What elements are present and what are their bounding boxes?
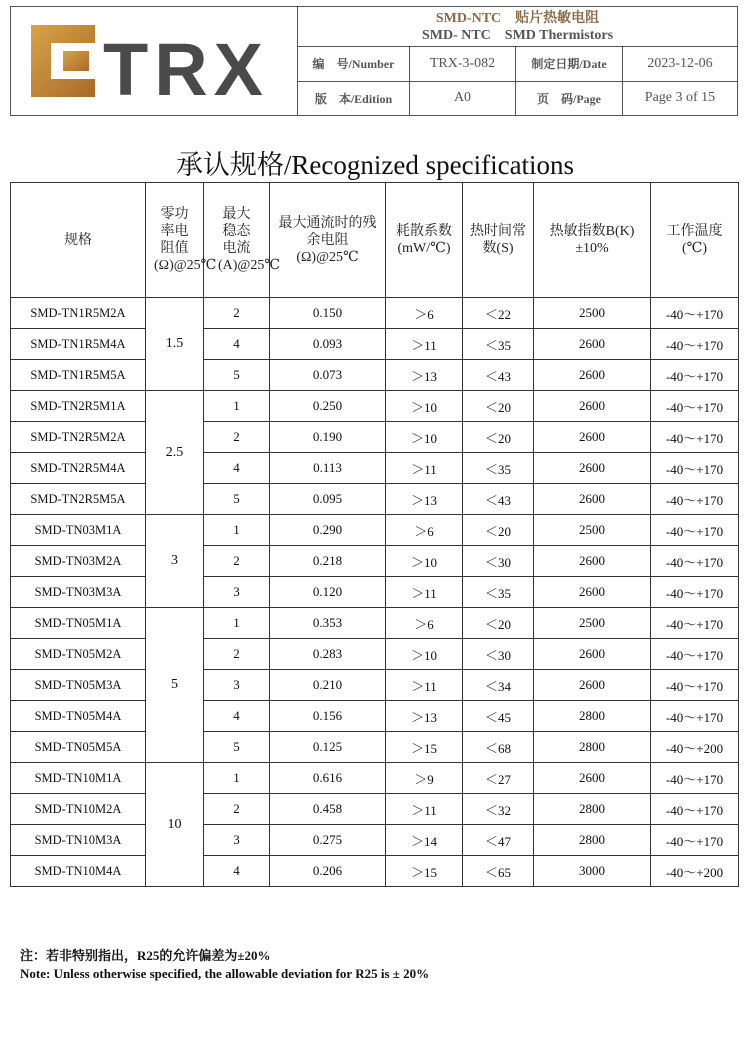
cell-residual: 0.120 [270, 577, 386, 608]
cell-b: 2500 [534, 515, 651, 546]
cell-time: ＜34 [463, 670, 534, 701]
doc-title-en: SMD- NTC SMD Thermistors [421, 28, 614, 43]
cell-b: 2800 [534, 825, 651, 856]
cell-spec-code: SMD-TN1R5M2A [11, 298, 146, 329]
cell-dissipation: ＞13 [386, 701, 463, 732]
cell-dissipation: ＞13 [386, 360, 463, 391]
cell-residual: 0.190 [270, 422, 386, 453]
cell-temp: -40～+170 [651, 484, 739, 515]
table-row [11, 546, 739, 577]
table-row [11, 732, 739, 763]
cell-b: 2600 [534, 422, 651, 453]
cell-spec-code: SMD-TN05M4A [11, 701, 146, 732]
cell-dissipation: ＞6 [386, 608, 463, 639]
table-row [11, 639, 739, 670]
cell-temp: -40～+170 [651, 360, 739, 391]
cell-current: 2 [204, 546, 270, 577]
table-row [11, 701, 739, 732]
table-row [11, 298, 739, 329]
cell-b: 2500 [534, 298, 651, 329]
table-row [11, 763, 739, 794]
cell-spec-code: SMD-TN2R5M4A [11, 453, 146, 484]
cell-zero-power-resistance: 2.5 [146, 391, 204, 515]
cell-temp: -40～+170 [651, 298, 739, 329]
logo [11, 7, 298, 115]
table-row [11, 329, 739, 360]
logo-text: TRX [103, 28, 269, 101]
table-row [11, 794, 739, 825]
cell-residual: 0.093 [270, 329, 386, 360]
note-cn: 注：若非特别指出，R25的允许偏差为±20% [20, 948, 271, 963]
cell-dissipation: ＞15 [386, 732, 463, 763]
cell-dissipation: ＞14 [386, 825, 463, 856]
cell-residual: 0.125 [270, 732, 386, 763]
cell-dissipation: ＞10 [386, 422, 463, 453]
cell-dissipation: ＞11 [386, 577, 463, 608]
cell-residual: 0.156 [270, 701, 386, 732]
col-header-dissipation: 耗散系数(mW/℃) [386, 183, 463, 298]
cell-current: 4 [204, 453, 270, 484]
cell-current: 1 [204, 391, 270, 422]
cell-residual: 0.210 [270, 670, 386, 701]
table-row [11, 484, 739, 515]
cell-dissipation: ＞11 [386, 794, 463, 825]
table-row [11, 856, 739, 887]
cell-time: ＜32 [463, 794, 534, 825]
cell-b: 3000 [534, 856, 651, 887]
cell-spec-code: SMD-TN05M3A [11, 670, 146, 701]
table-row [11, 515, 739, 546]
cell-current: 1 [204, 763, 270, 794]
cell-temp: -40～+170 [651, 546, 739, 577]
cell-spec-code: SMD-TN10M1A [11, 763, 146, 794]
table-row [11, 825, 739, 856]
cell-time: ＜30 [463, 639, 534, 670]
cell-spec-code: SMD-TN2R5M1A [11, 391, 146, 422]
document-header [10, 6, 738, 116]
edition-label: 版 本/Edition [298, 82, 410, 116]
cell-b: 2800 [534, 732, 651, 763]
cell-spec-code: SMD-TN1R5M4A [11, 329, 146, 360]
cell-b: 2800 [534, 701, 651, 732]
col-header-temperature: 工作温度(℃) [651, 183, 739, 298]
cell-time: ＜20 [463, 608, 534, 639]
cell-temp: -40～+170 [651, 825, 739, 856]
edition-value: A0 [410, 82, 516, 116]
cell-residual: 0.150 [270, 298, 386, 329]
cell-spec-code: SMD-TN05M2A [11, 639, 146, 670]
cell-zero-power-resistance: 3 [146, 515, 204, 608]
cell-current: 4 [204, 856, 270, 887]
cell-dissipation: ＞6 [386, 298, 463, 329]
cell-residual: 0.290 [270, 515, 386, 546]
cell-residual: 0.283 [270, 639, 386, 670]
cell-temp: -40～+170 [651, 701, 739, 732]
col-header-b-value: 热敏指数B(K)±10% [534, 183, 651, 298]
cell-time: ＜68 [463, 732, 534, 763]
cell-spec-code: SMD-TN05M1A [11, 608, 146, 639]
cell-time: ＜35 [463, 453, 534, 484]
page-label: 页 码/Page [516, 82, 623, 116]
table-row [11, 422, 739, 453]
col-header-residual-resistance: 最大通流时的残余电阻(Ω)@25℃ [270, 183, 386, 298]
table-row [11, 670, 739, 701]
cell-residual: 0.275 [270, 825, 386, 856]
cell-current: 1 [204, 515, 270, 546]
cell-current: 2 [204, 298, 270, 329]
cell-time: ＜22 [463, 298, 534, 329]
spec-table [10, 182, 739, 887]
cell-dissipation: ＞6 [386, 515, 463, 546]
cell-current: 5 [204, 484, 270, 515]
cell-dissipation: ＞15 [386, 856, 463, 887]
cell-time: ＜65 [463, 856, 534, 887]
cell-spec-code: SMD-TN2R5M5A [11, 484, 146, 515]
cell-dissipation: ＞11 [386, 453, 463, 484]
cell-spec-code: SMD-TN2R5M2A [11, 422, 146, 453]
cell-current: 3 [204, 670, 270, 701]
cell-temp: -40～+170 [651, 763, 739, 794]
cell-b: 2600 [534, 484, 651, 515]
number-label: 编 号/Number [298, 47, 410, 81]
cell-current: 5 [204, 732, 270, 763]
cell-dissipation: ＞11 [386, 329, 463, 360]
cell-current: 5 [204, 360, 270, 391]
cell-spec-code: SMD-TN10M3A [11, 825, 146, 856]
cell-zero-power-resistance: 1.5 [146, 298, 204, 391]
cell-residual: 0.616 [270, 763, 386, 794]
page-title: 承认规格/Recognized specifications [175, 150, 575, 180]
cell-dissipation: ＞10 [386, 391, 463, 422]
cell-dissipation: ＞10 [386, 639, 463, 670]
cell-time: ＜30 [463, 546, 534, 577]
number-value: TRX-3-082 [410, 47, 516, 81]
cell-current: 2 [204, 639, 270, 670]
cell-current: 4 [204, 329, 270, 360]
cell-spec-code: SMD-TN05M5A [11, 732, 146, 763]
cell-temp: -40～+170 [651, 329, 739, 360]
cell-b: 2600 [534, 763, 651, 794]
cell-current: 3 [204, 825, 270, 856]
cell-b: 2600 [534, 546, 651, 577]
spec-table-body [11, 298, 739, 887]
cell-b: 2600 [534, 639, 651, 670]
table-row [11, 360, 739, 391]
cell-b: 2600 [534, 453, 651, 484]
trx-logo-graphic [23, 21, 293, 101]
cell-b: 2500 [534, 608, 651, 639]
cell-temp: -40～+170 [651, 453, 739, 484]
cell-spec-code: SMD-TN03M3A [11, 577, 146, 608]
cell-temp: -40～+200 [651, 856, 739, 887]
cell-zero-power-resistance: 5 [146, 608, 204, 763]
cell-time: ＜27 [463, 763, 534, 794]
cell-time: ＜45 [463, 701, 534, 732]
cell-residual: 0.353 [270, 608, 386, 639]
cell-b: 2600 [534, 577, 651, 608]
cell-dissipation: ＞9 [386, 763, 463, 794]
note-en: Note: Unless otherwise specified, the allowable deviation for R25 is ± 20% [20, 966, 430, 981]
cell-temp: -40～+200 [651, 732, 739, 763]
col-header-spec: 规格 [11, 183, 146, 298]
cell-residual: 0.113 [270, 453, 386, 484]
cell-dissipation: ＞13 [386, 484, 463, 515]
cell-b: 2600 [534, 670, 651, 701]
table-row [11, 391, 739, 422]
cell-residual: 0.458 [270, 794, 386, 825]
table-row [11, 577, 739, 608]
cell-residual: 0.095 [270, 484, 386, 515]
cell-temp: -40～+170 [651, 670, 739, 701]
cell-temp: -40～+170 [651, 515, 739, 546]
cell-current: 2 [204, 422, 270, 453]
cell-temp: -40～+170 [651, 794, 739, 825]
cell-residual: 0.206 [270, 856, 386, 887]
cell-temp: -40～+170 [651, 422, 739, 453]
col-header-r0: 零功率电阻值(Ω)@25℃ [146, 183, 204, 298]
col-header-max-current: 最大稳态电流(A)@25℃ [204, 183, 270, 298]
cell-spec-code: SMD-TN10M4A [11, 856, 146, 887]
cell-time: ＜20 [463, 515, 534, 546]
cell-temp: -40～+170 [651, 391, 739, 422]
cell-spec-code: SMD-TN03M2A [11, 546, 146, 577]
table-row [11, 608, 739, 639]
col-header-time-constant: 热时间常数(S) [463, 183, 534, 298]
cell-spec-code: SMD-TN10M2A [11, 794, 146, 825]
cell-temp: -40～+170 [651, 608, 739, 639]
cell-spec-code: SMD-TN1R5M5A [11, 360, 146, 391]
date-value: 2023-12-06 [647, 55, 713, 71]
cell-time: ＜43 [463, 360, 534, 391]
cell-dissipation: ＞11 [386, 670, 463, 701]
table-row [11, 453, 739, 484]
cell-current: 1 [204, 608, 270, 639]
doc-title [298, 7, 737, 47]
cell-dissipation: ＞10 [386, 546, 463, 577]
page-value: Page 3 of 15 [644, 90, 716, 106]
cell-current: 3 [204, 577, 270, 608]
cell-spec-code: SMD-TN03M1A [11, 515, 146, 546]
date-label: 制定日期/Date [516, 47, 623, 81]
doc-title-cn: SMD-NTC 贴片热敏电阻 [435, 11, 600, 26]
cell-residual: 0.073 [270, 360, 386, 391]
cell-time: ＜43 [463, 484, 534, 515]
cell-current: 4 [204, 701, 270, 732]
cell-residual: 0.250 [270, 391, 386, 422]
cell-time: ＜47 [463, 825, 534, 856]
cell-b: 2600 [534, 329, 651, 360]
cell-b: 2800 [534, 794, 651, 825]
cell-b: 2600 [534, 391, 651, 422]
cell-residual: 0.218 [270, 546, 386, 577]
cell-time: ＜35 [463, 577, 534, 608]
cell-b: 2600 [534, 360, 651, 391]
cell-temp: -40～+170 [651, 577, 739, 608]
cell-time: ＜20 [463, 422, 534, 453]
cell-temp: -40～+170 [651, 639, 739, 670]
table-header-row [11, 183, 739, 298]
cell-current: 2 [204, 794, 270, 825]
cell-time: ＜20 [463, 391, 534, 422]
cell-time: ＜35 [463, 329, 534, 360]
cell-zero-power-resistance: 10 [146, 763, 204, 887]
